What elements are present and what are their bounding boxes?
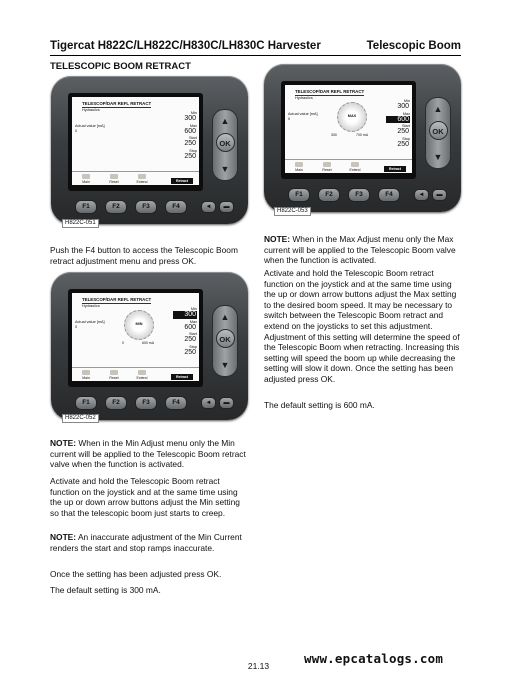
softkey-extend[interactable]: Extend [344,162,366,172]
arrow-up-button[interactable]: ▲ [220,312,230,322]
setting-value: 250 [397,128,409,135]
actual-value: 0 [75,325,78,329]
extend-icon [351,162,359,167]
softkey-extend[interactable]: Extend [131,174,153,184]
setting-value: 600 [184,323,196,331]
setting-label: Stop [189,148,197,153]
adjust-dial [337,102,367,132]
paragraph-f4-instruction: Push the F4 button to access the Telescopic Boom retract adjustment menu and press OK. [50,245,238,266]
paragraph-max-adjust: Activate and hold the Telescopic Boom retract function on the joystick and at the same time using the up or down arrow buttons adjust the Max setting to the desired boom speed. It may be necessary to switch between the Telescopic Boom retract and extend on the joysticks to set this adjustment. Adjustment of this setting will determine the speed of the Telescopic Boom when retracting. Increasing this setting will speed the boom up while decreasing the setting will slow it down. Once the setting has been adjusted press OK. [264,268,460,384]
sub-heading: TELESCOPIC BOOM RETRACT [50,61,191,72]
page-number: 21.13 [247,661,270,671]
actual-value-label: Actual value [mA] [288,112,318,116]
setting-label: Start [188,136,197,140]
setting-value: 300 [173,311,197,319]
setting-label: Start [188,332,197,336]
f2-key[interactable]: F2 [105,396,127,410]
setting-rows [386,99,410,149]
figure-code: H822C-053 [274,207,311,216]
dial-max-mark: 700 mA [356,133,369,137]
ok-button[interactable]: OK [219,335,231,344]
setting-value: 600 [184,127,196,135]
softkey-extend[interactable]: Extend [131,370,153,380]
paragraph-default-min: The default setting is 300 mA. [50,585,161,595]
f4-key[interactable]: F4 [165,200,187,214]
back-key[interactable]: ◄ [414,189,429,201]
f1-key[interactable]: F1 [75,396,97,410]
softkey-reset[interactable]: Reset [103,370,125,380]
note-label: NOTE: [50,532,77,542]
softkey-retract[interactable]: Retract [171,374,193,380]
note-text: When in the Max Adjust menu only the Max current will be applied to the Telescopic Boom valve when the function is activated. [264,234,456,266]
lcd-menu-title: TELESCOP/DAR REFL RETRACT [82,297,152,302]
display-screen [68,289,203,387]
setting-rows [173,111,197,161]
setting-label: Start [401,124,410,128]
arrow-down-button[interactable]: ▼ [220,360,230,370]
f1-key[interactable]: F1 [75,200,97,214]
softkey-bar [72,367,199,381]
paragraph-min-adjust: Activate and hold the Telescopic Boom retract function on the joystick and at the same time using the up or down arrow buttons adjust the Min setting so that the telescopic boom just starts to creep. [50,476,240,518]
note-label: NOTE: [264,234,291,244]
setting-row-min [386,99,410,111]
document-title: Tigercat H822C/LH822C/H830C/LH830C Harvester [50,40,321,52]
dial-max-mark: 600 mA [142,341,155,345]
lcd-panel [72,97,199,185]
softkey-bar [72,171,199,185]
nav-keypad [212,305,238,377]
lcd-menu-title: TELESCOP/DAR REFL RETRACT [295,89,365,94]
home-icon [295,162,303,167]
reset-icon [110,174,118,179]
f4-key[interactable]: F4 [165,396,187,410]
softkey-bar [285,159,412,173]
lcd-panel [285,85,412,173]
ok-button[interactable]: OK [219,139,231,148]
setting-row-max [173,320,197,332]
setting-label: Min [403,99,410,103]
dial-min-mark: 0 [122,341,124,345]
note-label: NOTE: [50,438,77,448]
f3-key[interactable]: F3 [348,188,370,202]
menu-key[interactable]: ▬ [219,201,234,213]
setting-value: 250 [184,140,196,147]
back-key[interactable]: ◄ [201,201,216,213]
setting-row-max [173,124,197,136]
setting-value: 600 [386,116,410,124]
section-title: Telescopic Boom [366,40,461,52]
extend-icon [138,370,146,375]
f2-key[interactable]: F2 [105,200,127,214]
setting-label: Max [189,123,197,128]
setting-row-stop [173,345,197,357]
note-min-adjust [50,438,250,470]
dial-label: MIN [135,322,143,326]
f2-key[interactable]: F2 [318,188,340,202]
display-unit-figure-2 [264,64,461,212]
figure-code: H822C-052 [62,414,99,423]
dial-label: MAX [347,114,357,118]
softkey-main[interactable]: Main [75,370,97,380]
actual-value-label: Actual value [mA] [75,320,105,324]
adjust-dial [124,310,154,340]
display-unit-figure-1 [51,76,248,224]
setting-value: 250 [184,152,196,160]
setting-row-min [173,111,197,123]
setting-value: 250 [184,336,196,343]
watermark: www.epcatalogs.com [304,651,444,666]
lcd-panel [72,293,199,381]
setting-label: Max [402,111,410,116]
arrow-down-button[interactable]: ▼ [220,164,230,174]
lcd-subtitle: Hydraulics [295,96,313,100]
display-screen [68,93,203,191]
actual-value-block [75,320,105,330]
note-text: When in the Min Adjust menu only the Min current will be applied to the Telescopic Boom retract valve when the function is activated. [50,438,246,470]
f3-key[interactable]: F3 [135,396,157,410]
softkey-main[interactable]: Main [288,162,310,172]
dial-min-mark: 300 [331,133,337,137]
softkey-reset[interactable]: Reset [103,174,125,184]
actual-value-block [288,112,318,122]
setting-row-max [386,112,410,124]
nav-keypad [212,109,238,181]
lcd-subtitle: Hydraulics [82,108,100,112]
setting-row-stop [173,149,197,161]
setting-row-stop [386,137,410,149]
setting-label: Max [189,319,197,324]
actual-value: 0 [288,117,291,121]
display-screen [281,81,416,179]
setting-value: 250 [184,348,196,356]
reset-icon [323,162,331,167]
setting-row-start [173,136,197,148]
softkey-reset[interactable]: Reset [316,162,338,172]
arrow-down-button[interactable]: ▼ [433,152,443,162]
paragraph-press-ok: Once the setting has been adjusted press OK. [50,569,222,579]
f3-key[interactable]: F3 [135,200,157,214]
figure-code: H822C-051 [62,219,99,228]
setting-label: Stop [189,344,197,349]
setting-value: 300 [184,115,196,122]
home-icon [82,370,90,375]
setting-row-start [386,124,410,136]
extend-icon [138,174,146,179]
f1-key[interactable]: F1 [288,188,310,202]
setting-label: Min [190,307,197,311]
note-text: An inaccurate adjustment of the Min Current renders the start and stop ramps inaccurate. [50,532,242,553]
menu-key[interactable]: ▬ [432,189,447,201]
reset-icon [110,370,118,375]
arrow-up-button[interactable]: ▲ [433,104,443,114]
setting-value: 300 [397,103,409,110]
softkey-main[interactable]: Main [75,174,97,184]
setting-label: Stop [402,136,410,141]
nav-keypad [425,97,451,169]
display-unit-figure-3 [51,272,248,420]
menu-key[interactable]: ▬ [219,397,234,409]
setting-row-min [173,307,197,319]
setting-value: 250 [397,140,409,148]
back-key[interactable]: ◄ [201,397,216,409]
f4-key[interactable]: F4 [378,188,400,202]
setting-label: Min [190,111,197,115]
note-max-adjust [264,234,462,266]
home-icon [82,174,90,179]
arrow-up-button[interactable]: ▲ [220,116,230,126]
softkey-retract[interactable]: Retract [171,178,193,184]
note-inaccurate [50,532,250,553]
actual-value: 0 [75,129,78,133]
ok-button[interactable]: OK [432,127,444,136]
actual-value-block [75,124,105,134]
lcd-subtitle: Hydraulics [82,304,100,308]
paragraph-default-max: The default setting is 600 mA. [264,400,375,410]
header-rule [50,55,461,56]
setting-row-start [173,332,197,344]
softkey-retract[interactable]: Retract [384,166,406,172]
setting-rows [173,307,197,357]
lcd-menu-title: TELESCOP/DAR REFL RETRACT [82,101,152,106]
actual-value-label: Actual value [mA] [75,124,105,128]
